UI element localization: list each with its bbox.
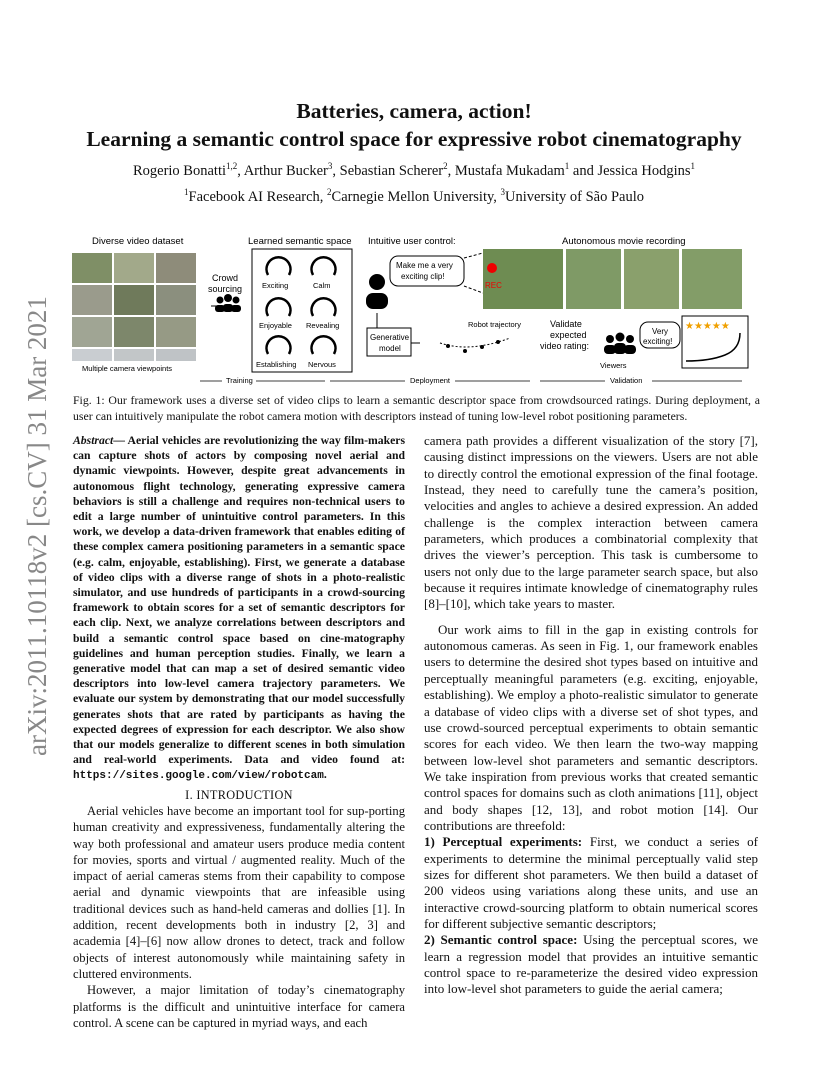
- label-rec: REC: [485, 281, 502, 290]
- label-validate-3: video rating:: [540, 341, 590, 351]
- section-heading: I. INTRODUCTION: [185, 787, 293, 802]
- label-validate-1: Validate: [550, 319, 582, 329]
- label-viewers: Viewers: [600, 361, 627, 370]
- affiliations: $^1$Facebook AI Research, $^2$Carnegie Mellon University, $^3$University of São Paulo: [184, 187, 644, 205]
- label-dataset: Diverse video dataset: [92, 236, 184, 247]
- label-gen-2: model: [379, 344, 401, 353]
- label-excitingbang: exciting!: [643, 337, 673, 346]
- title-line-2: Learning a semantic control space for expressive robot cinematography: [86, 127, 742, 151]
- gauge-nervous-icon: [312, 336, 336, 354]
- viewers-icon: [604, 333, 636, 355]
- label-deployment: Deployment: [410, 376, 451, 385]
- label-revealing: Revealing: [306, 321, 340, 330]
- label-establishing: Establishing: [256, 360, 297, 369]
- arxiv-stamp: [2, 280, 62, 760]
- arxiv-id-text: arXiv:2011.10118v2 [cs.CV] 31 Mar 2021: [22, 296, 52, 756]
- intro-paragraph-1: Aerial vehicles have become an important tool for sup-porting human creativity and expressiveness, fundamentally altering the way both professional and amateur users produce media content for movies, sports and virtual / augmented reality. Much of the impact of aerial cameras stems from their capability to compose aerial and dynamic viewpoints that are infeasible using traditional devices such as hand-held cameras and dollies [1]. In addition, recent developments both in industry [2, 3] and academia [4]–[6] now allow drones to detect, track and follow objects of interest autonomously while maintaining safety in cluttered environments.: [73, 803, 405, 981]
- intro-paragraph-2: However, a major limitation of today’s cinematography platforms is the difficult and unintuitive interface for camera control. A scene can be captured in myriad ways, and each: [73, 983, 405, 1030]
- bubble-line-2: exciting clip!: [401, 272, 445, 281]
- paper-title: [0, 97, 828, 153]
- label-enjoyable: Enjoyable: [259, 321, 292, 330]
- title-line-1: Batteries, camera, action!: [296, 99, 532, 123]
- crowd-icon: [215, 294, 241, 312]
- label-viewpoints: Multiple camera viewpoints: [82, 364, 173, 373]
- label-validate-2: expected: [550, 330, 587, 340]
- label-nervous: Nervous: [308, 360, 336, 369]
- contribution-1-text: First, we conduct a series of experiments to determine the minimal perceptually valid step sizes for different shot parameters. We then build a dataset of 200 videos using variations along these units, and use an interactive crowd-sourcing platform to obtain numerical scores for different subjective semantic descriptors;: [424, 834, 758, 931]
- label-calm: Calm: [313, 281, 331, 290]
- label-control: Intuitive user control:: [368, 236, 456, 247]
- gauge-enjoyable-icon: [267, 298, 291, 316]
- label-recording: Autonomous movie recording: [562, 236, 686, 247]
- abstract: Abstract— Aerial vehicles are revolutionizing the way film-makers can capture shots of actors by composing novel aerial and dynamic viewpoints. However, despite great advancements in autonomous flight technology, generating expressive camera behaviors is still a challenge and requires non-technical users to edit a large number of unintuitive control parameters. In this work, we develop a data-driven framework that enables editing of these complex camera positioning parameters in a semantic space (e.g. calm, enjoyable, establishing). First, we generate a database of video clips with a diverse range of shots in a photo-realistic simulator, and use hundreds of participants in a crowd-sourcing framework to obtain scores for a set of semantic descriptors for each clip. Next, we analyze correlations between descriptors and build a semantic control space based on cine-matography guidelines and human perception studies. Finally, we learn a generative model that can map a set of desired semantic video descriptors into low-level camera trajectory parameters. We evaluate our system by demonstrating that our model successfully generates shots that are rated by participants as having the expected degrees of expression for each descriptor. We also show that our models generalize to different scenes in both simulation and real-world experiments. Data and video found at: https://sites.google.com/view/robotcam.: [73, 434, 405, 783]
- label-crowd-2: sourcing: [208, 284, 243, 294]
- left-column: [73, 433, 405, 1031]
- label-semantic: Learned semantic space: [248, 236, 352, 247]
- bubble-line-1: Make me a very: [396, 261, 453, 270]
- frame-4: [682, 249, 742, 309]
- author-list: Rogerio Bonatti$^{1,2}$, Arthur Bucker$^3$, Sebastian Scherer$^2$, Mustafa Mukadam$^1$ and Jessica Hodgins$^1$: [132, 161, 696, 179]
- rec-dot-icon: [487, 263, 497, 273]
- gauge-calm-icon: [312, 257, 336, 275]
- label-crowd-1: Crowd: [212, 273, 239, 283]
- gauge-exciting-icon: [267, 257, 291, 275]
- abstract-label: Abstract: [73, 434, 114, 447]
- figure-1: [70, 233, 760, 388]
- figure-caption: Fig. 1: Our framework uses a diverse set of video clips to learn a semantic descriptor space from crowdsourced ratings. During deployment, a user can intuitively manipulate the robot camera motion with descriptors instead of tuning low-level robot positioning parameters.: [73, 393, 760, 423]
- contribution-2-text: Using the perceptual scores, we learn a regression model that provides an intuitive semantic control space to re-parameterize the desired video expression into low-level shot parameters to guide the aerial camera;: [424, 932, 758, 997]
- label-training: Training: [226, 376, 253, 385]
- label-exciting: Exciting: [262, 281, 289, 290]
- label-trajectory: Robot trajectory: [468, 320, 521, 329]
- right-column: [424, 433, 758, 998]
- video-grid: [72, 253, 196, 361]
- user-icon: [366, 274, 388, 309]
- gauge-revealing-icon: [312, 298, 336, 316]
- frame-2: [566, 249, 621, 309]
- label-very: Very: [652, 327, 669, 336]
- label-validation: Validation: [610, 376, 643, 385]
- right-paragraph-2: Our work aims to fill in the gap in existing controls for autonomous cameras. As seen in Fig. 1, our framework enables users to determine the desired shot types based on intuitive and perceptually meaningful parameters (e.g. exciting, enjoyable, establishing). We employ a photo-realistic simulator to generate a database of video clips with a diverse set of shot types, and use crowd-sourced perceptual experiments to obtain semantic scores for each video. We then learn the two-way mapping between low-level shot parameters and semantic descriptors. We take inspiration from previous works that created semantic control spaces for domains such as cloth animations [11], object and body shapes [12, 13], and robot motion [14]. Our contributions are threefold:: [424, 621, 758, 833]
- contribution-2-label: 2) Semantic control space:: [424, 932, 578, 948]
- gauge-establishing-icon: [267, 336, 291, 354]
- rating-stars: ★★★★★: [685, 321, 730, 332]
- frame-1: [483, 249, 563, 309]
- contribution-2: [424, 932, 758, 997]
- contribution-1: [424, 834, 758, 932]
- label-gen-1: Generative: [370, 333, 410, 342]
- frame-3: [624, 249, 679, 309]
- abstract-text: — Aerial vehicles are revolutionizing the way film-makers can capture shots of actors by composing novel aerial and dynamic viewpoints. However, despite great advancements in autonomous flight technology, generating expressive camera behaviors is still a challenge and requires non-technical users to edit a large number of unintuitive control parameters. In this work, we develop a data-driven framework that enables editing of these complex camera positioning parameters in a semantic space (e.g. calm, enjoyable, establishing). First, we generate a database of video clips with a diverse range of shots in a photo-realistic simulator, and use hundreds of participants in a crowd-sourcing framework to obtain scores for a set of semantic descriptors for each clip. Next, we analyze correlations between descriptors and build a semantic control space based on cine-matography guidelines and human perception studies. Finally, we learn a generative model that can map a set of desired semantic video descriptors into low-level camera trajectory parameters. We evaluate our system by demonstrating that our model successfully generates shots that are rated by participants as having the expected degrees of expression for each descriptor. We also show that our models generalize to different scenes in both simulation and real-world experiments. Data and video found at:: [73, 434, 405, 767]
- contribution-1-label: 1) Perceptual experiments:: [424, 834, 583, 850]
- abstract-link[interactable]: https://sites.google.com/view/robotcam: [73, 770, 324, 783]
- right-paragraph-1: camera path provides a different visualization of the story [7], causing distinct impressions on the viewers. Users are not able to directly control the emotional expression of the final footage. Instead, they need to carefully tune the camera’s position, velocities and angles to achieve a desired expression. An added challenge is the complex interaction between camera parameters, which produces a combinatorial complexity that drives the viewer’s perception. This task is cumbersome to users not only due to the large parameter search space, but also because it requires intimate knowledge of cinematography rules [8]–[10], which take years to master.: [424, 433, 758, 612]
